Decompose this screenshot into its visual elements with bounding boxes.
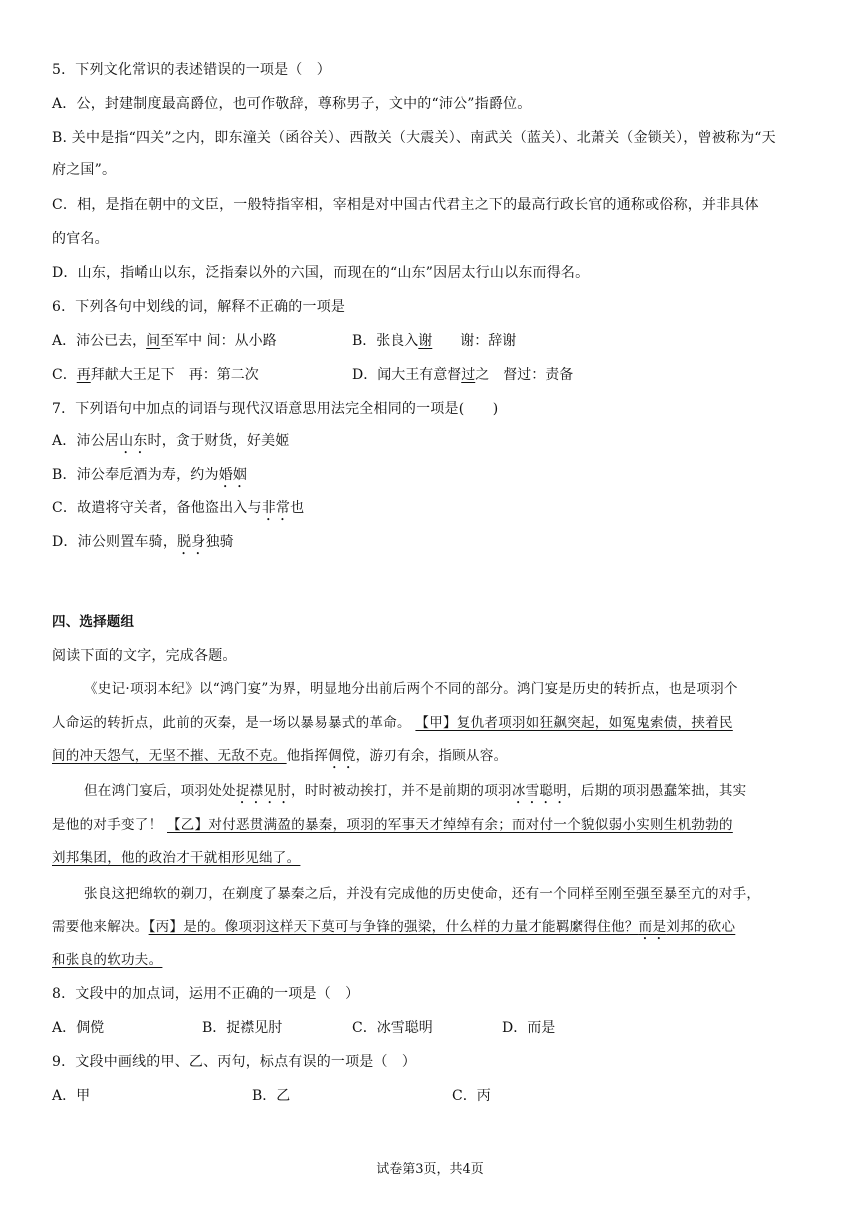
q6-option-d (352, 365, 573, 385)
passage-sentence-bing-cont: 刘邦的砍心 (666, 919, 736, 935)
q5-stem: 5．下列文化常识的表述错误的一项是（ ） (52, 62, 331, 78)
q7-c-dotted: 非常 (261, 500, 291, 516)
q7-d-dotted: 脱身 (177, 534, 206, 550)
q6-option-b (352, 331, 516, 351)
q5-option-b-line1: B. 关中是指“四关”之内，即东潼关（函谷关）、西散关（大震关）、南武关（蓝关）、北萧关（金锁关），曾被称为“天 (52, 130, 776, 146)
q5-option-c-line1: C．相，是指在朝中的文臣，一般特指宰相，宰相是对中国古代君主之下的最高行政长官的通称或俗称，并非具体 (52, 197, 759, 213)
q7-c-text: C．故遣将守关者，备他盗出入与 (52, 500, 262, 516)
passage-sentence-jia: 【甲】复仇者项羽如狂飙突起，如冤鬼索债，挟着民 (415, 715, 733, 731)
q6-a-underlined: 间 (146, 333, 161, 349)
passage-p1-line2 (52, 713, 812, 733)
q5-option-c-line2: 的官名。 (52, 231, 109, 247)
q6-c-underlined: 再 (76, 367, 91, 383)
page-footer: 试卷第3页，共4页 (376, 1162, 484, 1177)
q7-b-dotted: 婚姻 (218, 467, 248, 483)
passage-sentence-bing-end: 和张良的软功夫。 (52, 952, 163, 968)
passage-text: 是他的对手变了！ (52, 817, 163, 833)
passage-p1-line1: 《史记·项羽本纪》以“鸿门宴”为界，明显地分出前后两个不同的部分。鸿门宴是历史的转折点，也是项羽个 (84, 681, 738, 697)
q6-c-text: C． (52, 367, 77, 383)
q5-option-a: A．公，封建制度最高爵位，也可作敬辞，尊称男子，文中的“沛公”指爵位。 (52, 96, 532, 112)
q8-option-d: D．而是 (502, 1020, 556, 1036)
passage-text: 人命运的转折点，此前的灭秦，是一场以暴易暴式的革命。 (52, 715, 411, 731)
q6-c-text-post: 拜献大王足下 再：第二次 (90, 367, 259, 383)
passage-dotted-word-1: 倜傥 (328, 748, 356, 764)
passage-sentence-jia-end: 间的冲天怨气，无坚不摧、无敌不克。 (52, 748, 287, 764)
passage-p1-line3 (52, 746, 812, 772)
passage-sentence-yi-end: 刘邦集团，他的政治才干就相形见绌了。 (52, 850, 301, 866)
section-intro: 阅读下面的文字，完成各题。 (52, 648, 237, 664)
q7-a-dotted: 山东 (119, 433, 148, 449)
q6-a-text: A．沛公已去， (52, 333, 147, 349)
q5-option-d: D．山东，指崤山以东，泛指秦以外的六国，而现在的“山东”因居太行山以东而得名。 (52, 265, 590, 281)
q7-d-text-post: 独骑 (205, 534, 234, 550)
passage-dotted-word-2: 捉襟见肘 (235, 783, 292, 799)
passage-text: ，时时被动挨打，并不是前期的项羽 (291, 783, 512, 799)
passage-p3-line2 (52, 917, 812, 943)
q7-option-a (52, 431, 812, 457)
q6-a-text-post: 至军中 间：从小路 (160, 333, 277, 349)
q9-option-c: C．丙 (452, 1088, 491, 1104)
q9-stem: 9．文段中画线的甲、乙、丙句，标点有误的一项是（ ） (52, 1054, 417, 1070)
passage-p2-line1 (84, 781, 812, 807)
q6-b-underlined: 谢 (418, 333, 433, 349)
q7-d-text: D．沛公则置车骑， (52, 534, 178, 550)
passage-p3-line1: 张良这把绵软的剃刀，在剃度了暴秦之后，并没有完成他的历史使命，还有一个同样至刚至强至暴至亢的对手， (84, 886, 761, 902)
q7-c-text-post: 也 (290, 500, 305, 516)
passage-text: ，后期的项羽愚蠢笨拙，其实 (567, 783, 747, 799)
q7-option-d (52, 532, 812, 558)
q7-a-text: A．沛公居 (52, 433, 120, 449)
passage-p2-line2 (52, 815, 812, 835)
passage-text: ，游刃有余，指顾从容。 (355, 748, 508, 764)
q6-option-a (52, 331, 277, 351)
passage-sentence-yi: 【乙】对付恶贯满盈的暴秦，项羽的军事天才绰绰有余；而对付一个貌似弱小实则生机勃勃的 (167, 817, 733, 833)
passage-text: 他指挥 (286, 748, 329, 764)
q6-d-text: D．闻大王有意督 (352, 367, 462, 383)
q6-option-c (52, 365, 259, 385)
section-title: 四、选择题组 (52, 614, 135, 630)
q9-option-b: B．乙 (252, 1088, 291, 1104)
passage-text: 需要他来解决。 (52, 919, 149, 935)
passage-dotted-word-4: 而是 (638, 919, 667, 935)
q7-option-c (52, 498, 812, 524)
passage-text: 但在鸿门宴后，项羽处处 (84, 783, 236, 799)
q7-b-text: B．沛公奉卮酒为寿，约为 (52, 467, 219, 483)
q6-stem: 6．下列各句中划线的词，解释不正确的一项是 (52, 299, 346, 315)
q8-option-c: C．冰雪聪明 (352, 1020, 433, 1036)
q7-a-text-post: 时，贪于财货，好美姬 (147, 433, 290, 449)
q7-stem: 7．下列语句中加点的词语与现代汉语意思用法完全相同的一项是( ) (52, 401, 499, 417)
q8-option-b: B．捉襟见肘 (202, 1020, 283, 1036)
q6-d-underlined: 过 (461, 367, 476, 383)
q6-d-text-post: 之 督过：责备 (475, 367, 574, 383)
passage-p2-line3 (52, 848, 812, 868)
passage-p3-line3 (52, 950, 812, 970)
passage-sentence-bing: 【丙】是的。像项羽这样天下莫可与争锋的强梁，什么样的力量才能羁縻得住他？ (148, 919, 639, 935)
q9-option-a: A．甲 (52, 1088, 91, 1104)
q8-option-a: A．倜傥 (52, 1020, 105, 1036)
q8-stem: 8．文段中的加点词，运用不正确的一项是（ ） (52, 986, 360, 1002)
passage-dotted-word-3: 冰雪聪明 (511, 783, 568, 799)
q5-option-b-line2: 府之国”。 (52, 162, 117, 178)
q7-option-b (52, 465, 812, 491)
q6-b-text-post: 谢：辞谢 (460, 333, 517, 349)
q6-b-text: B．张良入 (352, 333, 419, 349)
